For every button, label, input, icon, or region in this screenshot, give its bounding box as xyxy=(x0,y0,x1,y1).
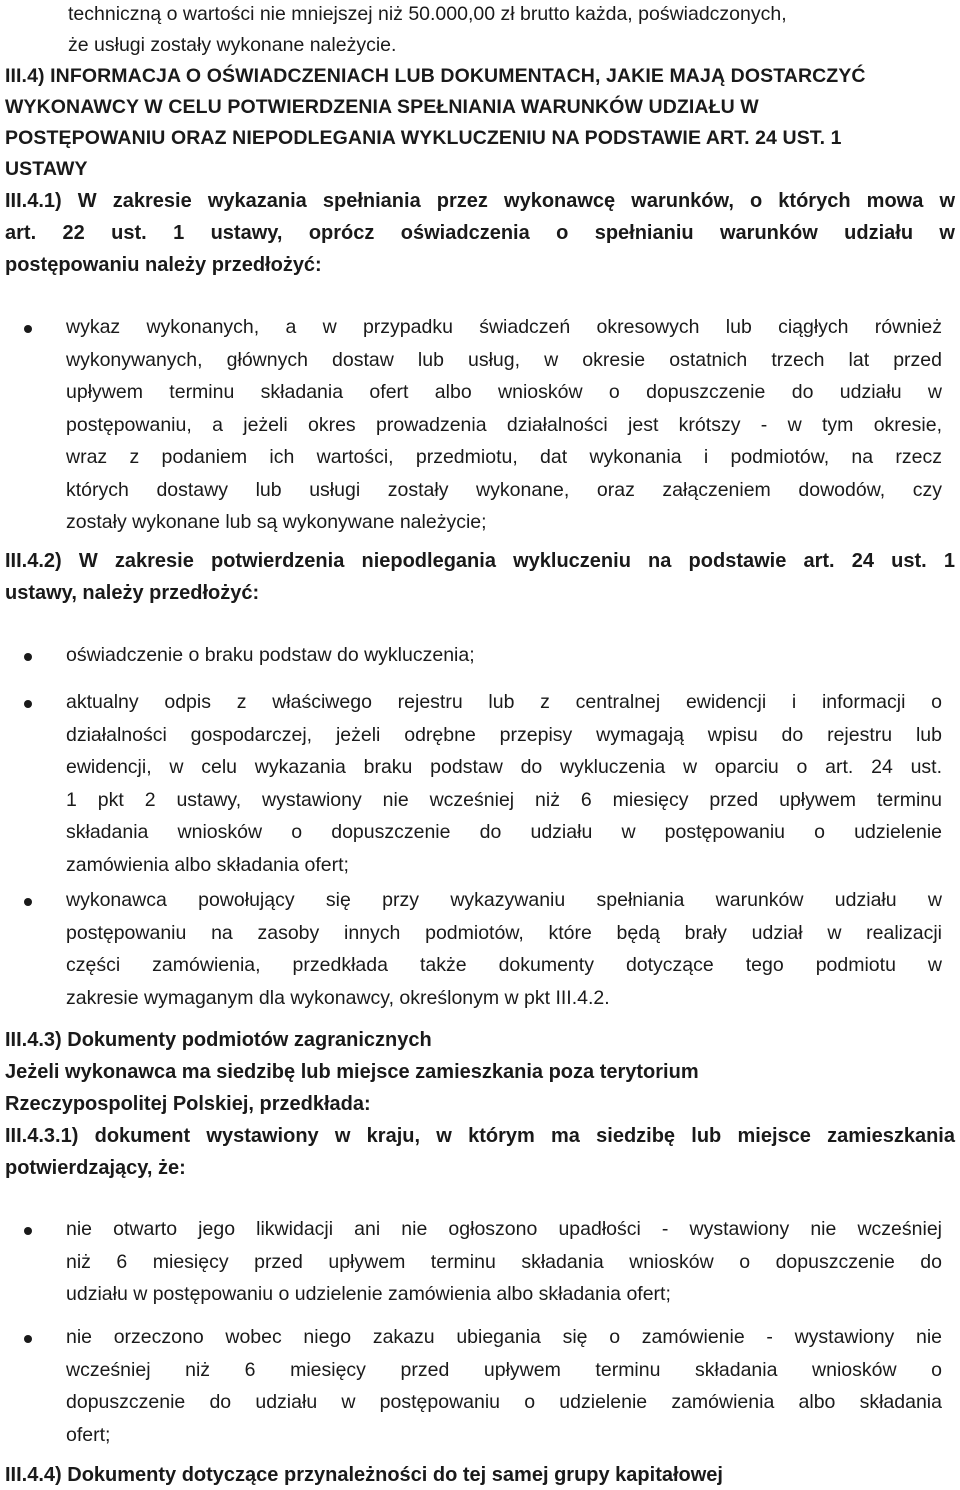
list-item xyxy=(66,1213,942,1311)
list-item-line: ewidencji, w celu wykazania braku podstaw do wykluczenia w oparciu o art. 24 ust. xyxy=(66,756,942,778)
intro-line-1: techniczną o wartości nie mniejszej niż 50.000,00 zł brutto każda, poświadczonych, xyxy=(68,3,787,25)
list-item-line: dopuszczenie do udziału w postępowaniu o udzielenie zamówienia albo składania xyxy=(66,1391,942,1413)
list-item-line: działalności gospodarczej, jeżeli odrębne przepisy wymagają wpisu do rejestru lub xyxy=(66,723,942,746)
list-item-line: zakresie wymaganym dla wykonawcy, określonym w pkt III.4.2. xyxy=(66,986,610,1009)
section-heading-line-3: POSTĘPOWANIU ORAZ NIEPODLEGANIA WYKLUCZENIU NA PODSTAWIE ART. 24 UST. 1 xyxy=(5,127,842,149)
list-item-line: wraz z podaniem ich wartości, przedmiotu, dat wykonania i podmiotów, na rzecz xyxy=(66,446,942,468)
bullet-icon xyxy=(24,1335,32,1343)
list-item xyxy=(66,686,942,881)
list-item-line: 1 pkt 2 ustawy, wystawiony nie wcześniej niż 6 miesięcy przed upływem terminu xyxy=(66,788,942,811)
list-item-line: upływem terminu składania ofert albo wniosków o dopuszczenie do udziału w xyxy=(66,381,942,403)
list-item xyxy=(66,311,942,539)
list-item-line: wykonawca powołujący się przy wykazywaniu spełniania warunków udziału w xyxy=(66,889,942,911)
s42-heading-line-2: ustawy, należy przedłożyć: xyxy=(5,582,260,604)
s43-heading-line-1: III.4.3) Dokumenty podmiotów zagranicznych xyxy=(5,1029,432,1051)
s41-heading-line-2: art. 22 ust. 1 ustawy, oprócz oświadczenia o spełnianiu warunków udziału w xyxy=(5,222,955,244)
bullet-icon xyxy=(24,653,32,661)
s41-heading-line-1: III.4.1) W zakresie wykazania spełniania przez wykonawcę warunków, o których mowa w xyxy=(5,190,955,212)
intro-line-2: że usługi zostały wykonane należycie. xyxy=(68,34,397,56)
list-item-line: nie orzeczono wobec niego zakazu ubiegania się o zamówienie - wystawiony nie xyxy=(66,1326,942,1348)
list-item-line: składania wniosków o dopuszczenie do udziału w postępowaniu o udzielenie xyxy=(66,821,942,843)
list-item-line: zostały wykonane lub są wykonywane należycie; xyxy=(66,511,487,533)
list-item-line: ofert; xyxy=(66,1423,111,1446)
s42-heading-line-1: III.4.2) W zakresie potwierdzenia niepodlegania wykluczeniu na podstawie art. 24 ust. 1 xyxy=(5,550,955,572)
list-item-line: nie otwarto jego likwidacji ani nie ogłoszono upadłości - wystawiony nie wcześniej xyxy=(66,1218,942,1240)
list-item-line: postępowaniu, a jeżeli okres prowadzenia działalności jest krótszy - w tym okresie, xyxy=(66,413,942,436)
s431-heading-line-2: potwierdzający, że: xyxy=(5,1157,186,1179)
s44-heading: III.4.4) Dokumenty dotyczące przynależności do tej samej grupy kapitałowej xyxy=(5,1464,723,1486)
list-item xyxy=(66,639,942,672)
list-item-line: części zamówienia, przedkłada także dokumenty dotyczące tego podmiotu w xyxy=(66,954,942,976)
s43-heading-line-2: Jeżeli wykonawca ma siedzibę lub miejsce zamieszkania poza terytorium xyxy=(5,1061,699,1083)
list-item-line: zamówienia albo składania ofert; xyxy=(66,853,349,876)
list-item-line: aktualny odpis z właściwego rejestru lub z centralnej ewidencji i informacji o xyxy=(66,691,942,713)
list-item xyxy=(66,884,942,1014)
list-item-line: niż 6 miesięcy przed upływem terminu składania wniosków o dopuszczenie do xyxy=(66,1250,942,1273)
s43-heading-line-3: Rzeczypospolitej Polskiej, przedkłada: xyxy=(5,1093,371,1115)
bullet-icon xyxy=(24,325,32,333)
list-item-line: wykonywanych, głównych dostaw lub usług, w okresie ostatnich trzech lat przed xyxy=(66,348,942,371)
list-item xyxy=(66,1321,942,1451)
list-item-line: postępowaniu na zasoby innych podmiotów, które będą brały udział w realizacji xyxy=(66,921,942,944)
section-heading-line-2: WYKONAWCY W CELU POTWIERDZENIA SPEŁNIANIA WARUNKÓW UDZIAŁU W xyxy=(5,96,759,118)
list-item-line: udziału w postępowaniu o udzielenie zamówienia albo składania ofert; xyxy=(66,1283,671,1305)
list-item-line: których dostawy lub usługi zostały wykonane, oraz załączeniem dowodów, czy xyxy=(66,478,942,501)
bullet-icon xyxy=(24,1227,32,1235)
section-heading-line-1: III.4) INFORMACJA O OŚWIADCZENIACH LUB DOKUMENTACH, JAKIE MAJĄ DOSTARCZYĆ xyxy=(5,65,866,87)
list-item-line: oświadczenie o braku podstaw do wykluczenia; xyxy=(66,644,475,666)
list-item-line: wykaz wykonanych, a w przypadku świadczeń okresowych lub ciągłych również xyxy=(66,316,942,338)
list-item-line: wcześniej niż 6 miesięcy przed upływem terminu składania wniosków o xyxy=(66,1358,942,1381)
bullet-icon xyxy=(24,700,32,708)
section-heading-line-4: USTAWY xyxy=(5,158,88,180)
s431-heading-line-1: III.4.3.1) dokument wystawiony w kraju, w którym ma siedzibę lub miejsce zamieszkania xyxy=(5,1125,955,1147)
bullet-icon xyxy=(24,898,32,906)
s41-heading-line-3: postępowaniu należy przedłożyć: xyxy=(5,254,322,276)
